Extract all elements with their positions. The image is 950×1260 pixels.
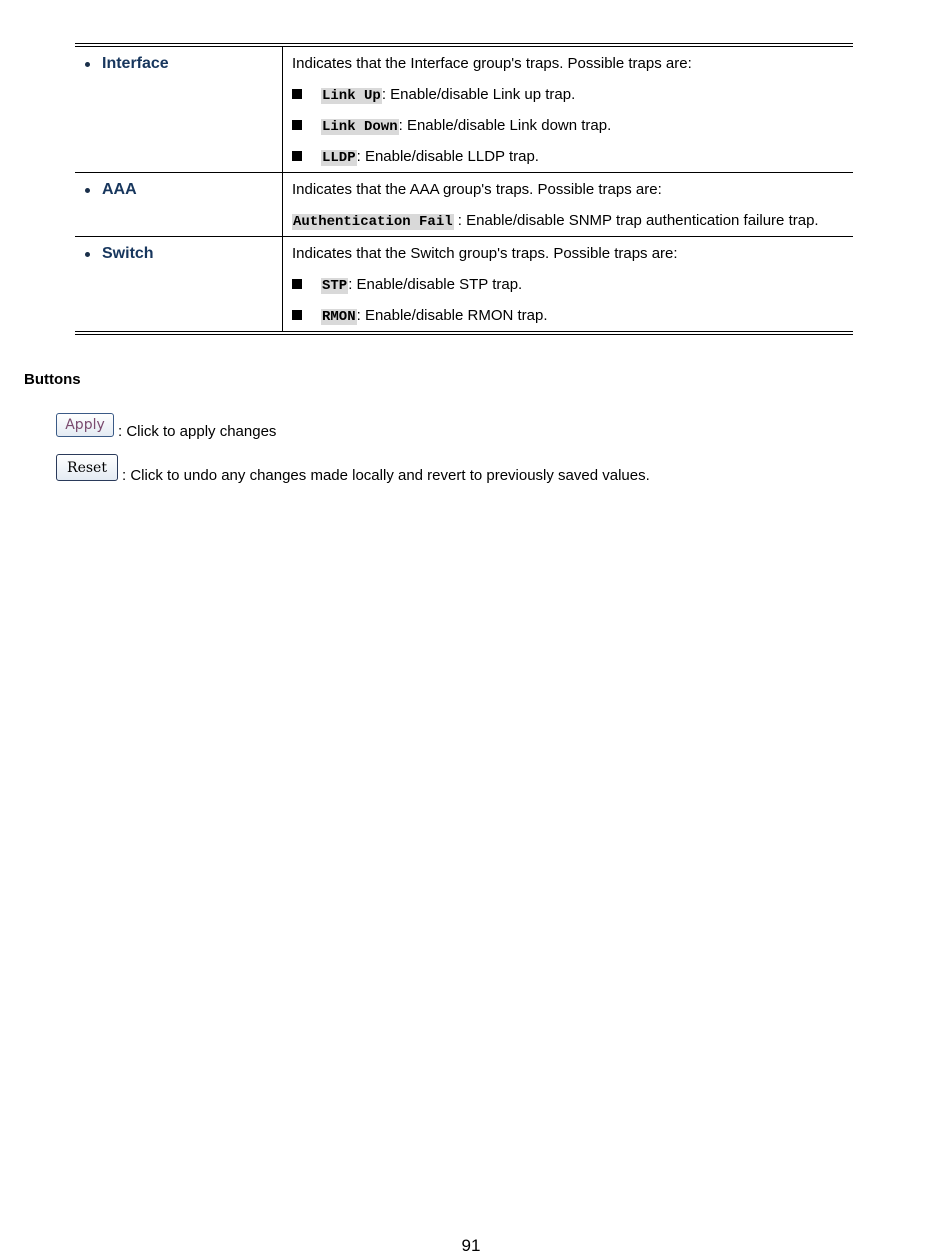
section-title: Buttons	[24, 371, 81, 388]
param-cell	[75, 45, 283, 173]
trap-code: LLDP	[322, 150, 356, 166]
reset-row	[56, 454, 650, 484]
apply-row	[56, 413, 277, 440]
table-row	[75, 237, 853, 334]
trap-text: : Enable/disable RMON trap.	[356, 307, 548, 324]
trap-code: Authentication Fail	[293, 214, 453, 230]
trap-table	[75, 43, 853, 335]
square-bullet-icon	[292, 89, 302, 99]
param-cell	[75, 173, 283, 237]
list-item	[292, 300, 853, 331]
param-name: Switch	[102, 245, 154, 262]
description-intro: Indicates that the AAA group's traps. Possible traps are:	[292, 181, 662, 198]
param-name: AAA	[102, 181, 137, 198]
trap-code: RMON	[322, 309, 356, 325]
apply-description: : Click to apply changes	[118, 423, 277, 440]
table-row	[75, 45, 853, 173]
list-item	[292, 110, 853, 141]
trap-code: Link Down	[322, 119, 398, 135]
square-bullet-icon	[292, 120, 302, 130]
trap-text: : Enable/disable Link down trap.	[398, 117, 612, 134]
reset-description: : Click to undo any changes made locally and revert to previously saved values.	[122, 467, 650, 484]
description-intro: Indicates that the Interface group's traps. Possible traps are:	[292, 55, 692, 72]
bullet-icon	[85, 188, 90, 193]
trap-text: : Enable/disable Link up trap.	[381, 86, 576, 103]
bullet-icon	[85, 62, 90, 67]
list-item	[292, 141, 853, 172]
description-cell	[283, 237, 854, 334]
list-item	[292, 269, 853, 300]
trap-text: : Enable/disable LLDP trap.	[356, 148, 539, 165]
param-cell	[75, 237, 283, 334]
apply-button[interactable]: Apply	[56, 413, 114, 437]
description-cell	[283, 45, 854, 173]
bullet-icon	[85, 252, 90, 257]
trap-code: Link Up	[322, 88, 381, 104]
description-cell	[283, 173, 854, 237]
list-item	[292, 205, 853, 236]
square-bullet-icon	[292, 310, 302, 320]
square-bullet-icon	[292, 151, 302, 161]
table-row	[75, 173, 853, 237]
reset-button[interactable]: Reset	[56, 454, 118, 481]
square-bullet-icon	[292, 279, 302, 289]
list-item	[292, 79, 853, 110]
description-intro: Indicates that the Switch group's traps. Possible traps are:	[292, 245, 678, 262]
trap-code: STP	[322, 278, 348, 294]
page-number: 91	[461, 1236, 481, 1255]
param-name: Interface	[102, 55, 169, 72]
trap-text: : Enable/disable SNMP trap authentication failure trap.	[453, 212, 819, 229]
trap-text: : Enable/disable STP trap.	[348, 276, 523, 293]
